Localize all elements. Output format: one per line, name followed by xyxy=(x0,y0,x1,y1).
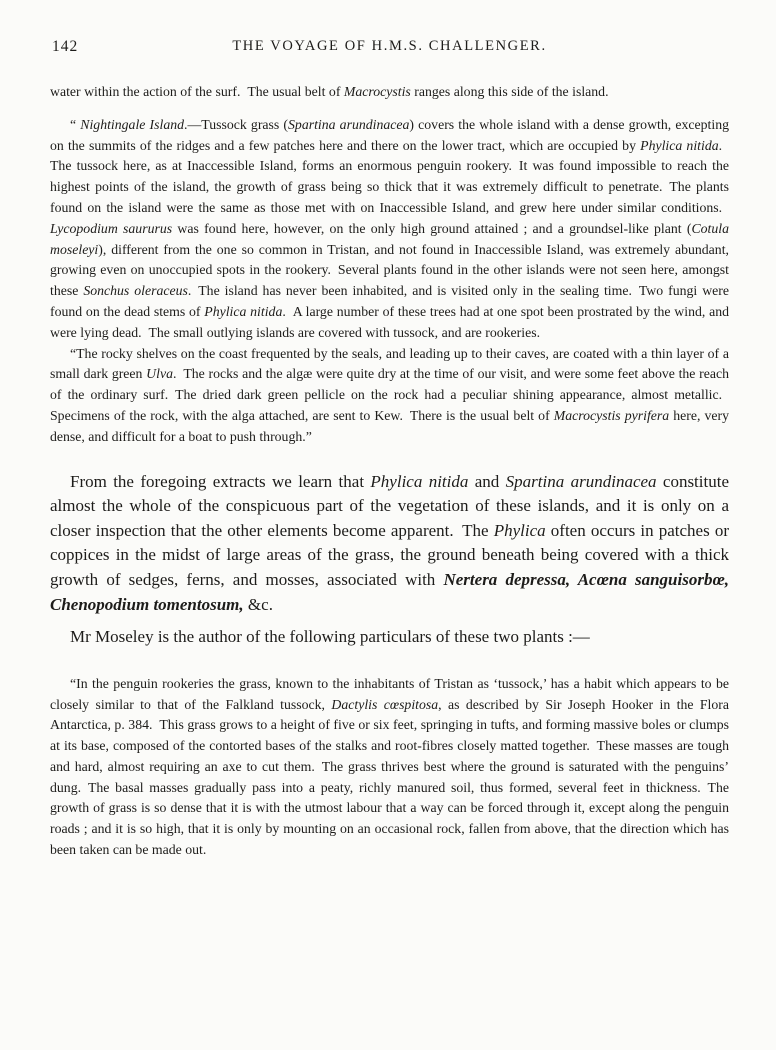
body-text-run: water within the action of the surf. The usual belt of xyxy=(50,84,344,99)
body-text-run: . The tussock here, as at Inaccessible Island, forms an enormous penguin rookery. It was found impossible to reach the highest points of the island, the growth of grass being so thick that it was extremely difficult to penetrate. The plants found on the island were the same as those met with on Inaccessible Island, and grew here under similar conditions. xyxy=(50,137,729,215)
paragraph-foregoing-extracts xyxy=(50,470,729,618)
body-text-run: . The rocks and the algæ were quite dry at the time of our visit, and were some feet above the reach of the ordinary surf. The dried dark green pellicle on the rock had a peculiar shining appearance, almost metallic. Specimens of the rock, with the alga attached, are sent to Kew. There is the usual belt of xyxy=(50,366,730,423)
body-text-run: , as described by Sir Joseph Hooker in the Flora Antarctica, p. 384. This grass grows to a height of five or six feet, springing in tufts, and forming massive boles or clumps at its base, composed of the contorted bases of the stalks and root-fibres closely matted together. These masses are tough and hard, almost requiring an axe to cut them. The grass thrives best where the ground is saturated with the penguins’ dung. The basal masses gradually pass into a peaty, richly manured soil, thus formed, several feet in thickness. The growth of grass is so dense that it is with the utmost labour that a way can be forced through it, except along the penguin roads ; and it is so high, that it is only by mounting on an occasional rock, fallen from above, that the direction which has been taken can be made out. xyxy=(50,696,729,858)
body-text-run: here, very dense, and difficult for a boat to push through.” xyxy=(50,407,729,444)
species-name-text: Phylica xyxy=(493,520,546,540)
body-text-run: was found here, however, on the only high ground attained ; and a groundsel-like plant ( xyxy=(172,220,692,236)
body-text-run: &c. xyxy=(243,594,273,614)
paragraph-rocky-shelves-extract xyxy=(50,344,729,448)
species-name-text: Lycopodium saururus xyxy=(50,220,173,236)
species-name-text: Sonchus oleraceus xyxy=(83,283,188,299)
species-name-text: Macrocystis pyrifera xyxy=(553,407,670,423)
page-header xyxy=(50,38,729,58)
body-text-run: “In the penguin rookeries the grass, known to the inhabitants of Tristan as ‘tussock,’ has a habit which appears to be closely similar to that of the Falkland tussock, xyxy=(50,675,729,712)
body-text-run: . The island has never been inhabited, and is visited only in the sealing time. Two fungi were found on the dead stems of xyxy=(50,283,729,319)
species-name-text: Phylica nitida xyxy=(370,471,469,491)
species-name-text: Nertera depressa, Acœna sanguisorbœ, Chenopodium tomentosum, xyxy=(50,569,729,614)
body-text-run: Mr Moseley is the author of the following particulars of these two plants :— xyxy=(70,627,590,647)
running-title: THE VOYAGE OF H.M.S. CHALLENGER. xyxy=(232,38,547,54)
species-name-text: Cotula moseleyi xyxy=(50,220,730,257)
body-text-run: . A large number of these trees had at one spot been prostrated by the wind, and were lying dead. The small outlying islands are covered with tussock, and are rookeries. xyxy=(50,303,729,340)
paragraph-penguin-rookeries-extract xyxy=(50,674,729,861)
body-text-run: “The rocky shelves on the coast frequented by the seals, and leading up to their caves, are coated with a thin layer of a small dark green xyxy=(50,345,729,382)
body-text-run: .—Tussock grass ( xyxy=(184,116,289,132)
species-name-text: Phylica nitida xyxy=(640,137,719,153)
body-text-run: From the foregoing extracts we learn that xyxy=(70,471,371,491)
species-name-text: Spartina arundinacea xyxy=(505,471,657,491)
page-number: 142 xyxy=(52,38,79,55)
paragraph-moseley-intro xyxy=(50,625,729,650)
paragraph-continuation-extract xyxy=(50,82,729,103)
species-name-text: Dactylis cœspitosa xyxy=(331,696,439,712)
species-name-text: Macrocystis xyxy=(343,84,411,99)
body-text-run: ranges along this side of the island. xyxy=(410,84,609,99)
body-text-run: constitute almost the whole of the conspicuous part of the vegetation of these islands, and it is only on a closer inspection that the other elements become apparent. The xyxy=(50,471,729,540)
species-name-text: Spartina arundinacea xyxy=(288,116,410,132)
paragraph-nightingale-island-extract xyxy=(50,115,729,344)
body-text-run: often occurs in patches or coppices in the midst of large areas of the grass, the ground beneath being covered with a thick growth of sedges, ferns, and mosses, associated with xyxy=(50,520,729,589)
body-text-run: and xyxy=(468,471,506,491)
body-text-run: ), different from the one so common in Tristan, and not found in Inaccessible Island, was extremely abundant, growing even on unoccupied spots in the rookery. Several plants found in the other islands were not seen here, amongst these xyxy=(50,241,729,299)
species-name-text: Phylica nitida xyxy=(204,303,283,319)
species-name-text: Ulva xyxy=(146,366,173,382)
species-name-text: Nightingale Island xyxy=(80,116,185,132)
body-text-run: ) covers the whole island with a dense growth, excepting on the summits of the ridges and a few patches here and there on the lower tract, which are occupied by xyxy=(50,116,729,153)
body-text-run: “ xyxy=(70,116,81,132)
